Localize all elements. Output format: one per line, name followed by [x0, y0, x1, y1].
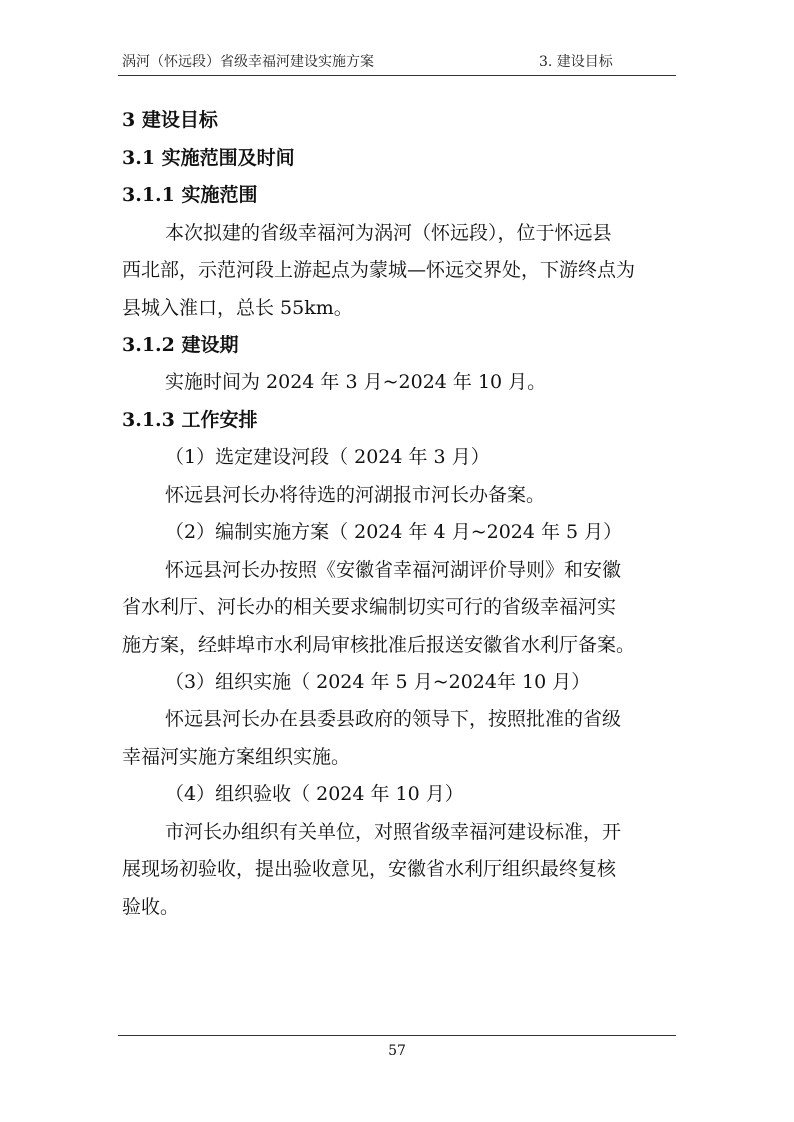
step-4-title: （4）组织验收（ 2024 年 10 月） — [165, 783, 464, 805]
step-3-line-1: 怀远县河长办在县委县政府的领导下，按照批准的省级 — [165, 708, 622, 730]
header-section-title: 3. 建设目标 — [539, 54, 613, 70]
step-4-line-2: 展现场初验收，提出验收意见，安徽省水利厅组织最终复核 — [122, 858, 617, 880]
footer-divider — [118, 1035, 676, 1036]
heading-3-1: 3.1 实施范围及时间 — [122, 147, 295, 169]
scope-paragraph-line-1: 本次拟建的省级幸福河为涡河（怀远段），位于怀远县 — [165, 222, 612, 244]
step-3-line-2: 幸福河实施方案组织实施。 — [122, 746, 351, 768]
step-2-title: （2）编制实施方案（ 2024 年 4 月~2024 年 5 月） — [165, 521, 623, 543]
heading-3-1-3: 3.1.3 工作安排 — [122, 409, 258, 431]
scope-paragraph-line-3: 县城入淮口，总长 55km。 — [122, 297, 353, 319]
step-2-line-3: 施方案，经蚌埠市水利局审核批准后报送安徽省水利厅备案。 — [122, 634, 636, 656]
step-4-line-1: 市河长办组织有关单位，对照省级幸福河建设标准，开 — [165, 821, 622, 843]
step-3-title: （3）组织实施（ 2024 年 5 月~2024年 10 月） — [165, 671, 591, 693]
heading-3-1-2: 3.1.2 建设期 — [122, 334, 239, 356]
period-paragraph: 实施时间为 2024 年 3 月~2024 年 10 月。 — [165, 371, 547, 393]
step-2-line-2: 省水利厅、河长办的相关要求编制切实可行的省级幸福河实 — [122, 596, 617, 618]
step-1-line-1: 怀远县河长办将待选的河湖报市河长办备案。 — [165, 484, 546, 506]
scope-paragraph-line-2: 西北部，示范河段上游起点为蒙城—怀远交界处，下游终点为 — [122, 259, 636, 281]
step-4-line-3: 验收。 — [122, 896, 180, 918]
header-document-title: 涡河（怀远段）省级幸福河建设实施方案 — [122, 54, 374, 70]
step-1-title: （1）选定建设河段（ 2024 年 3 月） — [165, 446, 490, 468]
heading-3: 3 建设目标 — [122, 109, 218, 131]
step-2-line-1: 怀远县河长办按照《安徽省幸福河湖评价导则》和安徽 — [165, 559, 622, 581]
heading-3-1-1: 3.1.1 实施范围 — [122, 184, 258, 206]
page-number: 57 — [388, 1043, 406, 1059]
header-divider — [118, 75, 676, 76]
